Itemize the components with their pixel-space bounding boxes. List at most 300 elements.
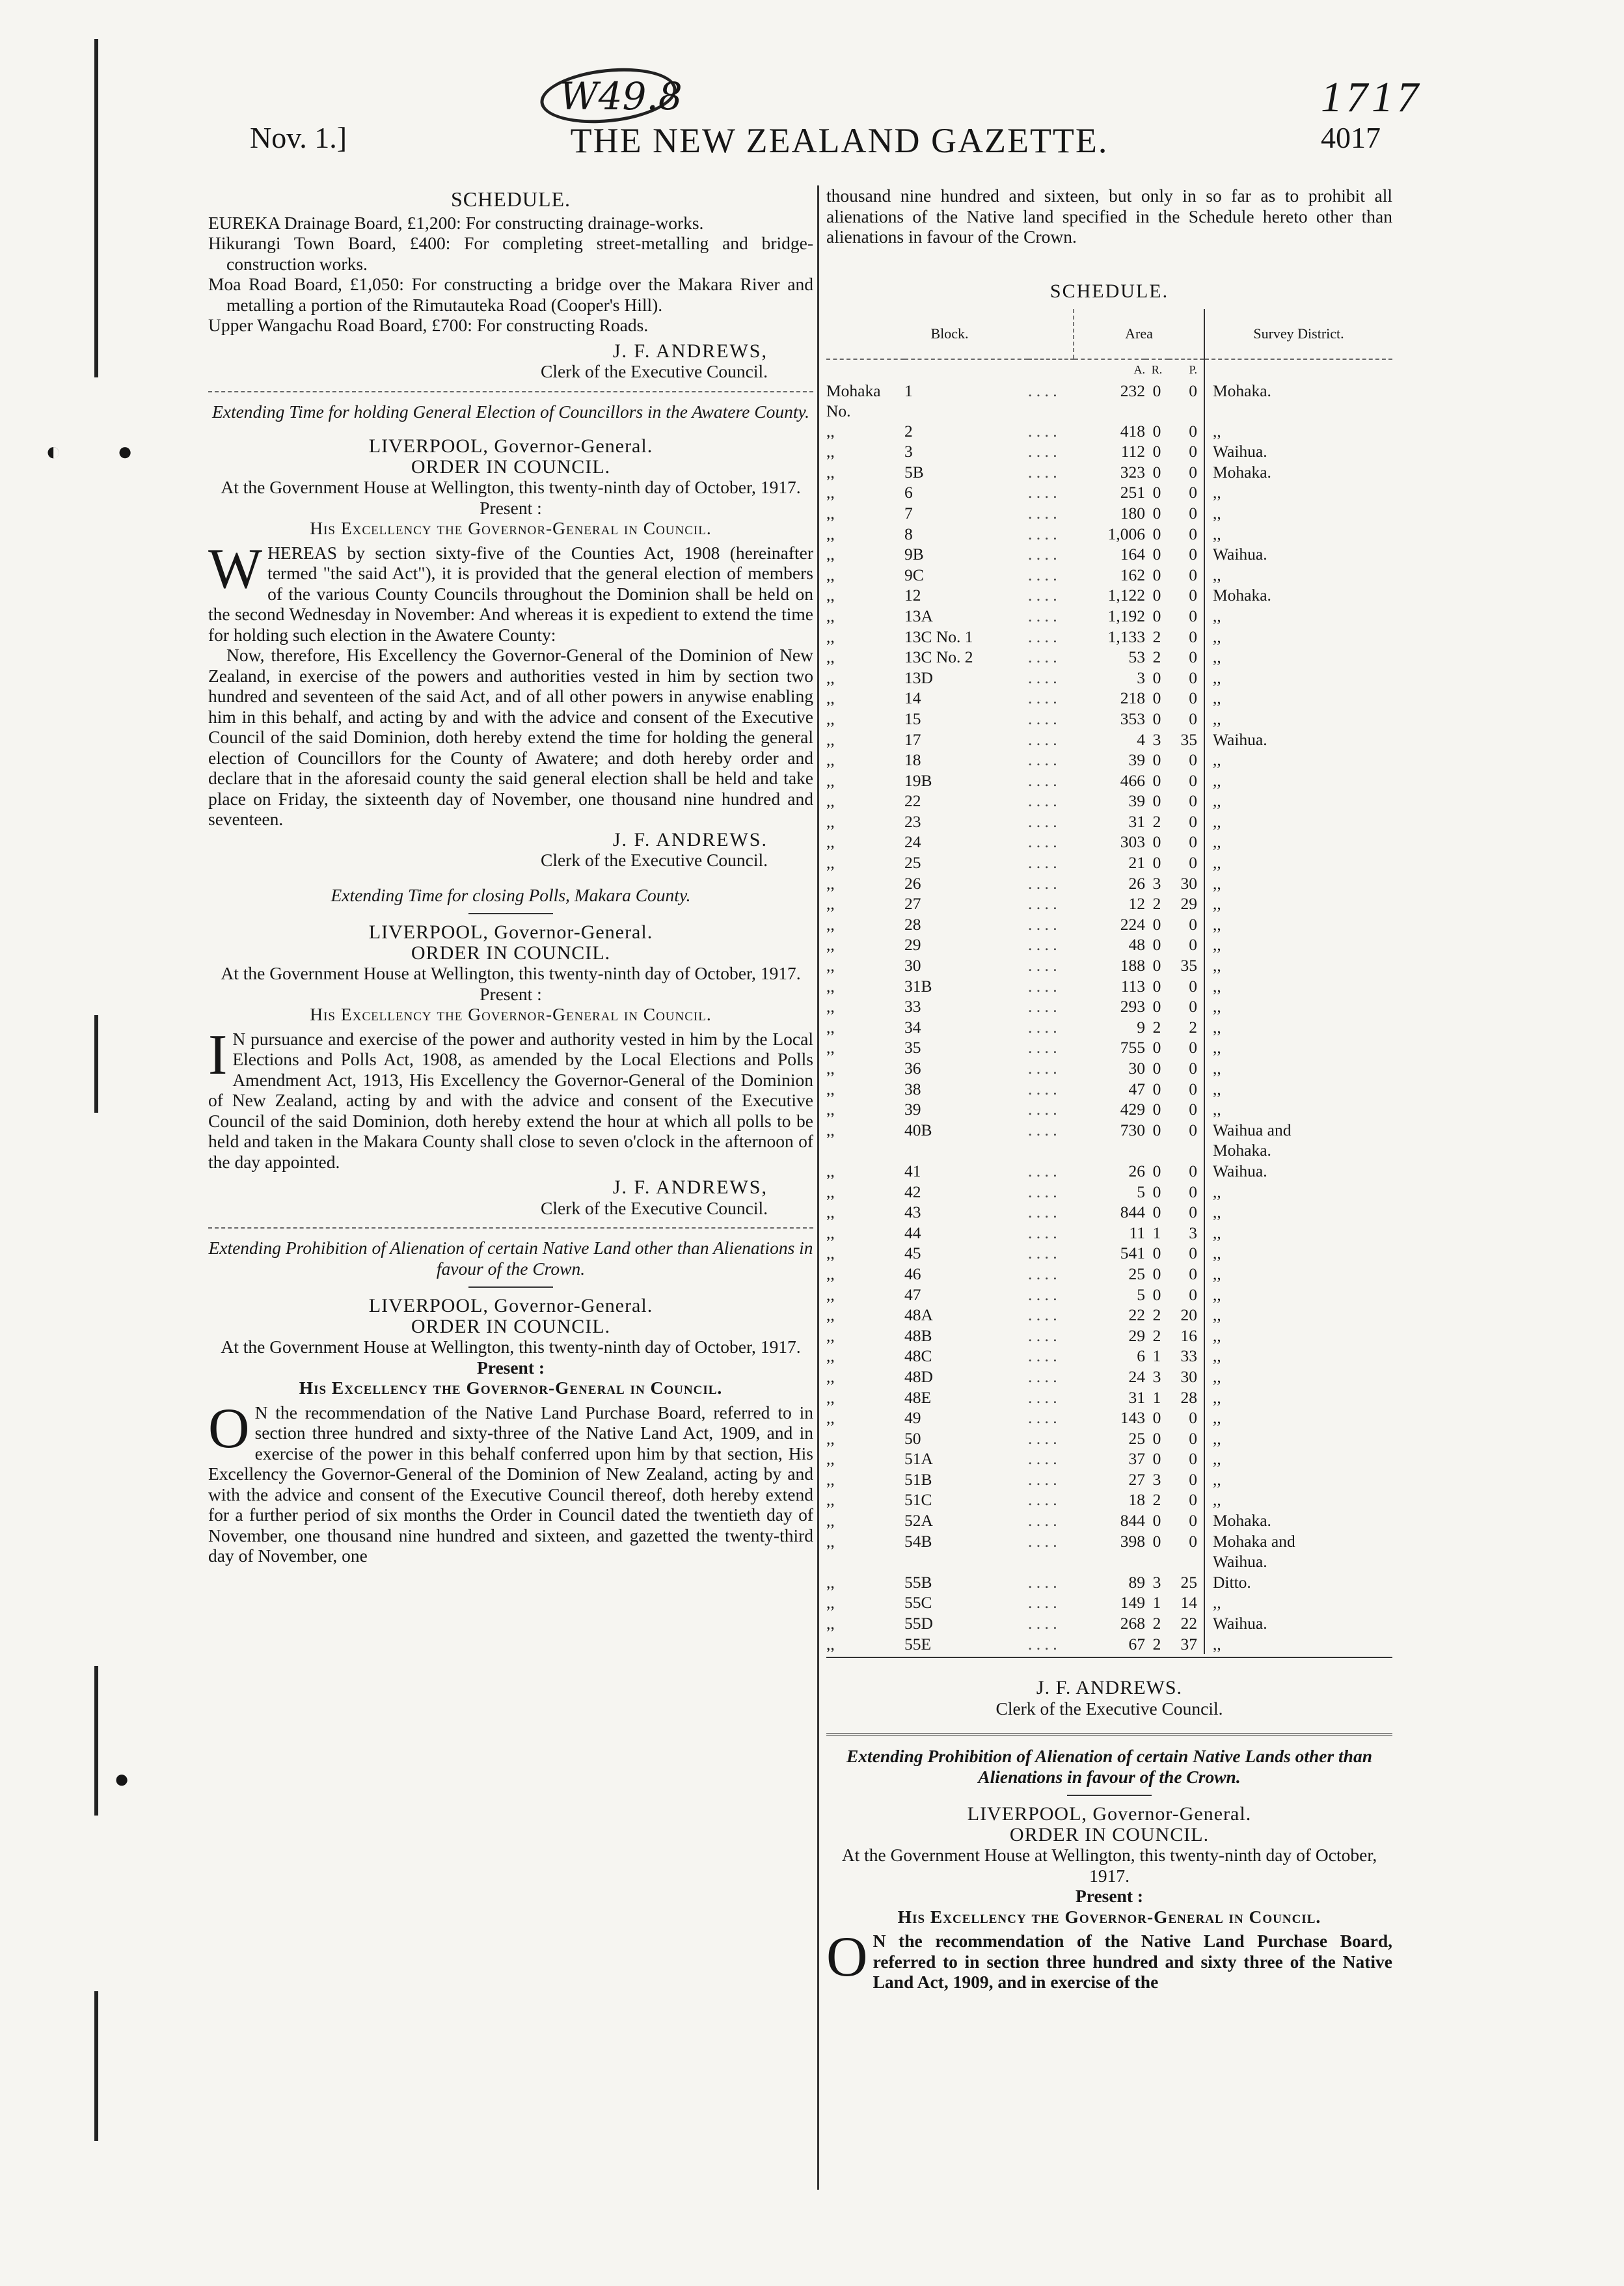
area-roods: 0 <box>1152 381 1161 400</box>
table-row <box>826 1161 1392 1182</box>
block-number: 36 <box>904 1059 921 1078</box>
area-perches: 0 <box>1189 668 1197 687</box>
order-place-date: At the Government House at Wellington, this twenty-ninth day of October, 1917. <box>841 1845 1377 1886</box>
area-acres: 730 <box>1120 1120 1145 1139</box>
survey-district: ,, <box>1204 421 1392 442</box>
survey-district: Waihua. <box>1204 544 1392 565</box>
block-prefix: ,, <box>826 647 835 667</box>
order-body-text: HEREAS by section sixty-five of the Counties Act, 1908 (hereinafter termed "the said Act"), it is provided that the general election of members of the various County Councils throughout the Dominion shall be held on the second Wednesday in November: And whereas it is expedient to extend the time for holding such election in the Awatere County: <box>208 542 813 645</box>
area-acres: 9 <box>1137 1017 1145 1037</box>
area-roods: 2 <box>1152 1017 1161 1037</box>
area-acres: 29 <box>1128 1326 1145 1345</box>
order-body <box>208 1023 813 1173</box>
block-number: 50 <box>904 1428 921 1448</box>
block-number: 45 <box>904 1244 921 1263</box>
leader-dots: . . . . <box>1028 1264 1057 1283</box>
area-roods: 2 <box>1152 1614 1161 1633</box>
section-divider <box>208 391 813 392</box>
leader-dots: . . . . <box>1028 1305 1057 1325</box>
council-line: His Excellency the Governor-General in Council. <box>310 1004 712 1024</box>
area-roods: 1 <box>1152 1223 1161 1242</box>
block-prefix: ,, <box>826 853 835 873</box>
table-row <box>826 565 1392 586</box>
binding-line <box>94 1991 98 2141</box>
area-perches: 0 <box>1189 1182 1197 1201</box>
block-prefix: ,, <box>826 832 835 852</box>
survey-district: Mohaka. <box>1204 585 1392 606</box>
survey-district: Mohaka and <box>1204 1531 1392 1552</box>
area-perches: 0 <box>1189 381 1197 400</box>
block-prefix: ,, <box>826 688 835 708</box>
block-prefix: ,, <box>826 811 835 831</box>
block-number: 48B <box>904 1326 932 1345</box>
area-roods: 2 <box>1152 627 1161 646</box>
block-prefix: ,, <box>826 545 835 564</box>
table-row <box>826 996 1392 1017</box>
area-perches: 30 <box>1180 1367 1197 1386</box>
survey-district: ,, <box>1204 565 1392 586</box>
survey-district: ,, <box>1204 1490 1392 1510</box>
block-prefix: ,, <box>826 1079 835 1098</box>
survey-district: ,, <box>1204 1017 1392 1038</box>
survey-district: Waihua and <box>1204 1120 1392 1141</box>
survey-district: ,, <box>1204 688 1392 709</box>
area-roods: 0 <box>1152 1408 1161 1428</box>
block-number: 13C No. 2 <box>904 647 973 667</box>
handwritten-number: 1717 <box>1321 74 1422 121</box>
area-perches: 0 <box>1189 1531 1197 1551</box>
order-heading: Extending Time for closing Polls, Makara County. <box>331 884 691 905</box>
area-perches: 35 <box>1180 729 1197 749</box>
block-number: 18 <box>904 750 921 770</box>
leader-dots: . . . . <box>1028 894 1057 914</box>
area-perches: 0 <box>1189 1285 1197 1304</box>
leader-dots: . . . . <box>1028 832 1057 852</box>
area-perches: 0 <box>1189 1079 1197 1098</box>
schedule-item: EUREKA Drainage Board, £1,200: For constructing drainage-works. <box>208 212 704 233</box>
block-prefix: ,, <box>826 1490 835 1510</box>
table-row <box>826 482 1392 503</box>
block-prefix: ,, <box>826 1408 835 1428</box>
block-number: 3 <box>904 442 913 461</box>
block-prefix: ,, <box>826 997 835 1016</box>
block-prefix: ,, <box>826 935 835 955</box>
block-prefix: ,, <box>826 1511 835 1531</box>
block-prefix: ,, <box>826 1059 835 1078</box>
table-row <box>826 668 1392 688</box>
block-prefix: ,, <box>826 1346 835 1366</box>
area-acres: 39 <box>1128 791 1145 811</box>
block-number: 19B <box>904 770 932 790</box>
area-acres: 26 <box>1128 873 1145 893</box>
area-acres: 1,133 <box>1107 627 1145 646</box>
left-column <box>208 185 813 1566</box>
table-row <box>826 503 1392 524</box>
unit-acres: A. <box>1133 363 1145 376</box>
block-prefix: ,, <box>826 1120 835 1139</box>
block-number: 7 <box>904 503 913 523</box>
block-prefix: ,, <box>826 956 835 975</box>
block-prefix: ,, <box>826 1223 835 1242</box>
area-acres: 162 <box>1120 565 1145 584</box>
table-row <box>826 1079 1392 1100</box>
area-acres <box>1074 1140 1145 1161</box>
order-body <box>208 1396 813 1566</box>
block-number: 25 <box>904 853 921 873</box>
table-row <box>826 1223 1392 1244</box>
survey-district: ,, <box>1204 893 1392 914</box>
leader-dots: . . . . <box>1028 586 1057 605</box>
area-acres: 47 <box>1128 1079 1145 1098</box>
schedule-heading: SCHEDULE. <box>450 187 571 211</box>
block-number: 47 <box>904 1285 921 1304</box>
area-roods: 0 <box>1152 709 1161 728</box>
area-perches: 0 <box>1189 1490 1197 1510</box>
table-row <box>826 1510 1392 1531</box>
table-row <box>826 1120 1392 1141</box>
area-perches: 0 <box>1189 1408 1197 1428</box>
block-number: 35 <box>904 1038 921 1057</box>
block-number: 48A <box>904 1305 933 1325</box>
leader-dots: . . . . <box>1028 1182 1057 1201</box>
area-perches <box>1169 1551 1204 1572</box>
area-perches: 0 <box>1189 627 1197 646</box>
leader-dots: . . . . <box>1028 729 1057 749</box>
leader-dots: . . . . <box>1028 381 1057 400</box>
area-perches: 22 <box>1180 1614 1197 1633</box>
table-bottom-rule <box>826 1657 1392 1658</box>
area-perches: 0 <box>1189 1264 1197 1283</box>
area-acres: 398 <box>1120 1531 1145 1551</box>
table-row <box>826 1326 1392 1346</box>
block-number: 42 <box>904 1182 921 1201</box>
table-row <box>826 1058 1392 1079</box>
survey-district: Mohaka. <box>1204 381 1392 421</box>
schedule-table <box>826 309 1392 1654</box>
block-prefix: ,, <box>826 1100 835 1119</box>
short-rule <box>468 1286 553 1288</box>
block-prefix: ,, <box>826 1038 835 1057</box>
area-perches: 0 <box>1189 1244 1197 1263</box>
block-number: 26 <box>904 873 921 893</box>
block-number: 1 <box>904 381 913 400</box>
area-roods: 0 <box>1152 503 1161 523</box>
area-roods: 0 <box>1152 1428 1161 1448</box>
area-acres: 26 <box>1128 1161 1145 1180</box>
area-acres: 25 <box>1128 1428 1145 1448</box>
area-perches: 0 <box>1189 1120 1197 1139</box>
area-roods: 0 <box>1152 1182 1161 1201</box>
table-row <box>826 1387 1392 1408</box>
block-prefix: ,, <box>826 976 835 996</box>
leader-dots: . . . . <box>1028 545 1057 564</box>
area-perches: 3 <box>1189 1223 1197 1242</box>
block-prefix: ,, <box>826 1449 835 1469</box>
drop-cap: O <box>208 1396 250 1460</box>
present-label: Present : <box>480 497 542 518</box>
block-prefix: ,, <box>826 1161 835 1180</box>
block-prefix: ,, <box>826 1572 835 1592</box>
binding-line <box>94 39 98 377</box>
leader-dots: . . . . <box>1028 1634 1057 1653</box>
leader-dots: . . . . <box>1028 606 1057 625</box>
leader-dots: . . . . <box>1028 668 1057 687</box>
block-prefix <box>826 1140 904 1161</box>
area-acres: 27 <box>1128 1469 1145 1489</box>
leader-dots: . . . . <box>1028 647 1057 667</box>
area-roods: 1 <box>1152 1387 1161 1407</box>
block-prefix: ,, <box>826 1367 835 1386</box>
area-roods: 0 <box>1152 935 1161 955</box>
area-perches: 0 <box>1189 935 1197 955</box>
area-acres: 6 <box>1137 1346 1145 1366</box>
area-roods: 3 <box>1152 1367 1161 1386</box>
block-number: 55B <box>904 1572 932 1592</box>
survey-district: ,, <box>1204 1058 1392 1079</box>
block-prefix: ,, <box>826 627 835 646</box>
block-prefix: ,, <box>826 442 835 461</box>
block-prefix: ,, <box>826 1203 835 1222</box>
area-acres: 232 <box>1120 381 1145 400</box>
leader-dots <box>1028 1551 1074 1572</box>
area-roods: 2 <box>1152 1634 1161 1653</box>
table-row <box>826 1140 1392 1161</box>
council-line: His Excellency the Governor-General in Council. <box>310 518 712 538</box>
area-roods: 0 <box>1152 1079 1161 1098</box>
survey-district: ,, <box>1204 873 1392 894</box>
area-acres: 755 <box>1120 1038 1145 1057</box>
block-prefix: ,, <box>826 606 835 625</box>
block-number: 9B <box>904 545 924 564</box>
block-prefix: ,, <box>826 503 835 523</box>
short-rule <box>468 913 553 914</box>
leader-dots: . . . . <box>1028 1346 1057 1366</box>
survey-district: ,, <box>1204 709 1392 729</box>
area-acres: 418 <box>1120 421 1145 441</box>
area-roods: 0 <box>1152 524 1161 543</box>
area-perches: 0 <box>1189 1428 1197 1448</box>
area-roods: 0 <box>1152 1059 1161 1078</box>
area-acres: 24 <box>1128 1367 1145 1386</box>
survey-district: Waihua. <box>1204 1161 1392 1182</box>
schedule-item: Upper Wangachu Road Board, £700: For constructing Roads. <box>208 315 649 335</box>
order-in-council-title: ORDER IN COUNCIL. <box>411 942 611 964</box>
table-row <box>826 544 1392 565</box>
table-row <box>826 1551 1392 1572</box>
area-roods: 0 <box>1152 853 1161 873</box>
survey-district: ,, <box>1204 832 1392 852</box>
leader-dots: . . . . <box>1028 811 1057 831</box>
block-number: 51C <box>904 1490 932 1510</box>
table-row <box>826 852 1392 873</box>
area-perches: 0 <box>1189 770 1197 790</box>
binding-line <box>94 1666 98 1816</box>
area-roods: 0 <box>1152 997 1161 1016</box>
block-number: 48E <box>904 1387 932 1407</box>
block-number: 13D <box>904 668 933 687</box>
punch-hole-mark: ● <box>114 1764 130 1793</box>
area-roods: 0 <box>1152 750 1161 770</box>
order-heading: Extending Prohibition of Alienation of certain Native Land other than Alienations in favour of the Crown. <box>208 1238 813 1279</box>
area-roods: 0 <box>1152 1038 1161 1057</box>
survey-district: ,, <box>1204 482 1392 503</box>
survey-district: Mohaka. <box>1204 462 1392 483</box>
table-row <box>826 1264 1392 1285</box>
area-roods: 0 <box>1152 421 1161 441</box>
table-row <box>826 1367 1392 1387</box>
block-number: 52A <box>904 1511 933 1531</box>
area-roods: 3 <box>1152 1572 1161 1592</box>
area-roods <box>1145 1551 1169 1572</box>
area-perches: 29 <box>1180 894 1197 914</box>
survey-district: Mohaka. <box>1204 1510 1392 1531</box>
block-prefix: ,, <box>826 770 835 790</box>
area-roods: 1 <box>1152 1346 1161 1366</box>
area-acres: 22 <box>1128 1305 1145 1325</box>
leader-dots: . . . . <box>1028 1203 1057 1222</box>
table-row <box>826 1408 1392 1428</box>
column-rule <box>817 185 819 2190</box>
area-acres: 12 <box>1128 894 1145 914</box>
block-prefix: ,, <box>826 729 835 749</box>
survey-district: ,, <box>1204 1367 1392 1387</box>
area-acres: 180 <box>1120 503 1145 523</box>
block-prefix: ,, <box>826 421 835 441</box>
signatory-title: Clerk of the Executive Council. <box>995 1698 1223 1719</box>
area-roods: 2 <box>1152 811 1161 831</box>
area-acres: 251 <box>1120 483 1145 502</box>
area-perches: 0 <box>1189 709 1197 728</box>
schedule-item: Hikurangi Town Board, £400: For completing street-metalling and bridge-construction works. <box>208 233 813 274</box>
area-roods: 0 <box>1152 956 1161 975</box>
leader-dots: . . . . <box>1028 770 1057 790</box>
area-perches: 0 <box>1189 421 1197 441</box>
survey-district: ,, <box>1204 1182 1392 1203</box>
block-prefix: ,, <box>826 914 835 934</box>
order-in-council-title: ORDER IN COUNCIL. <box>411 1315 611 1337</box>
survey-district: ,, <box>1204 1099 1392 1120</box>
area-perches: 0 <box>1189 750 1197 770</box>
survey-district: ,, <box>1204 811 1392 832</box>
order-body-text: Now, therefore, His Excellency the Governor-General of the Dominion of New Zealand, in exercise of the powers and authorities vested in him by section two hundred and seventeen of the said Act, and of all other powers in anywise enabling him in this behalf, and acting by and with the advice and consent of the Executive Council of the said Dominion, doth hereby extend the time for holding the general election of Councillors for the County of Awatere; and doth hereby order and declare that in the aforesaid county the said general election shall be held and take place on Friday, the sixteenth day of November, one thousand nine hundred and seventeen. <box>208 645 813 829</box>
leader-dots: . . . . <box>1028 853 1057 873</box>
survey-district: ,, <box>1204 668 1392 688</box>
area-perches: 0 <box>1189 524 1197 543</box>
block-number: 40B <box>904 1120 932 1139</box>
leader-dots: . . . . <box>1028 1449 1057 1469</box>
block-prefix: ,, <box>826 1428 835 1448</box>
survey-district: ,, <box>1204 955 1392 976</box>
area-acres: 844 <box>1120 1203 1145 1222</box>
block-number: 15 <box>904 709 921 728</box>
signatory-name: J. F. ANDREWS. <box>1036 1677 1183 1699</box>
survey-district: ,, <box>1204 503 1392 524</box>
area-perches: 0 <box>1189 565 1197 584</box>
area-roods: 2 <box>1152 1326 1161 1345</box>
area-perches: 0 <box>1189 606 1197 625</box>
survey-district: Waihua. <box>1204 729 1392 750</box>
table-row <box>826 893 1392 914</box>
table-row <box>826 914 1392 935</box>
area-acres: 323 <box>1120 462 1145 482</box>
block-prefix: ,, <box>826 894 835 914</box>
block-prefix: ,, <box>826 1017 835 1037</box>
area-perches: 37 <box>1180 1634 1197 1653</box>
survey-district: ,, <box>1204 1449 1392 1469</box>
signatory-name: J. F. ANDREWS. <box>612 828 768 850</box>
area-perches: 0 <box>1189 1100 1197 1119</box>
leader-dots: . . . . <box>1028 873 1057 893</box>
area-acres: 5 <box>1137 1182 1145 1201</box>
block-number: 5B <box>904 462 924 482</box>
block-prefix: ,, <box>826 1264 835 1283</box>
area-acres: 3 <box>1137 668 1145 687</box>
area-roods: 0 <box>1152 462 1161 482</box>
area-roods: 0 <box>1152 1285 1161 1304</box>
governor-general-line: LIVERPOOL, Governor-General. <box>368 435 653 457</box>
table-row <box>826 1428 1392 1449</box>
area-acres: 11 <box>1129 1223 1145 1242</box>
area-acres: 39 <box>1128 750 1145 770</box>
area-acres: 164 <box>1120 545 1145 564</box>
table-row <box>826 1592 1392 1613</box>
punch-hole-mark: ◐ <box>46 437 62 466</box>
block-number: 31B <box>904 976 932 996</box>
block-prefix: ,, <box>826 1634 835 1653</box>
survey-district: Waihua. <box>1204 441 1392 462</box>
block-number: 49 <box>904 1408 921 1428</box>
leader-dots: . . . . <box>1028 1511 1057 1531</box>
leader-dots: . . . . <box>1028 1017 1057 1037</box>
survey-district: ,, <box>1204 1326 1392 1346</box>
area-acres: 48 <box>1128 935 1145 955</box>
area-perches: 0 <box>1189 688 1197 708</box>
area-perches: 0 <box>1189 1038 1197 1057</box>
table-row <box>826 791 1392 811</box>
area-roods: 0 <box>1152 1511 1161 1531</box>
area-perches: 0 <box>1189 647 1197 667</box>
block-prefix: ,, <box>826 1469 835 1489</box>
area-perches: 25 <box>1180 1572 1197 1592</box>
area-roods: 3 <box>1152 1469 1161 1489</box>
block-prefix: ,, <box>826 709 835 728</box>
leader-dots: . . . . <box>1028 1059 1057 1078</box>
survey-district: ,, <box>1204 1428 1392 1449</box>
survey-district: ,, <box>1204 852 1392 873</box>
leader-dots: . . . . <box>1028 1572 1057 1592</box>
area-roods: 0 <box>1152 1161 1161 1180</box>
survey-district: ,, <box>1204 1285 1392 1305</box>
area-acres: 541 <box>1120 1244 1145 1263</box>
area-roods: 0 <box>1152 586 1161 605</box>
block-prefix: ,, <box>826 462 835 482</box>
table-row <box>826 1572 1392 1593</box>
block-number: 55C <box>904 1593 932 1612</box>
table-row <box>826 729 1392 750</box>
signatory-title: Clerk of the Executive Council. <box>540 361 768 381</box>
area-roods <box>1145 1140 1169 1161</box>
area-roods: 0 <box>1152 1449 1161 1469</box>
area-perches: 0 <box>1189 914 1197 934</box>
block-number: 22 <box>904 791 921 811</box>
area-roods: 3 <box>1152 729 1161 749</box>
block-prefix: ,, <box>826 565 835 584</box>
area-perches: 0 <box>1189 483 1197 502</box>
leader-dots: . . . . <box>1028 1038 1057 1057</box>
area-perches: 0 <box>1189 503 1197 523</box>
survey-district: Ditto. <box>1204 1572 1392 1593</box>
units-row <box>826 359 1392 381</box>
